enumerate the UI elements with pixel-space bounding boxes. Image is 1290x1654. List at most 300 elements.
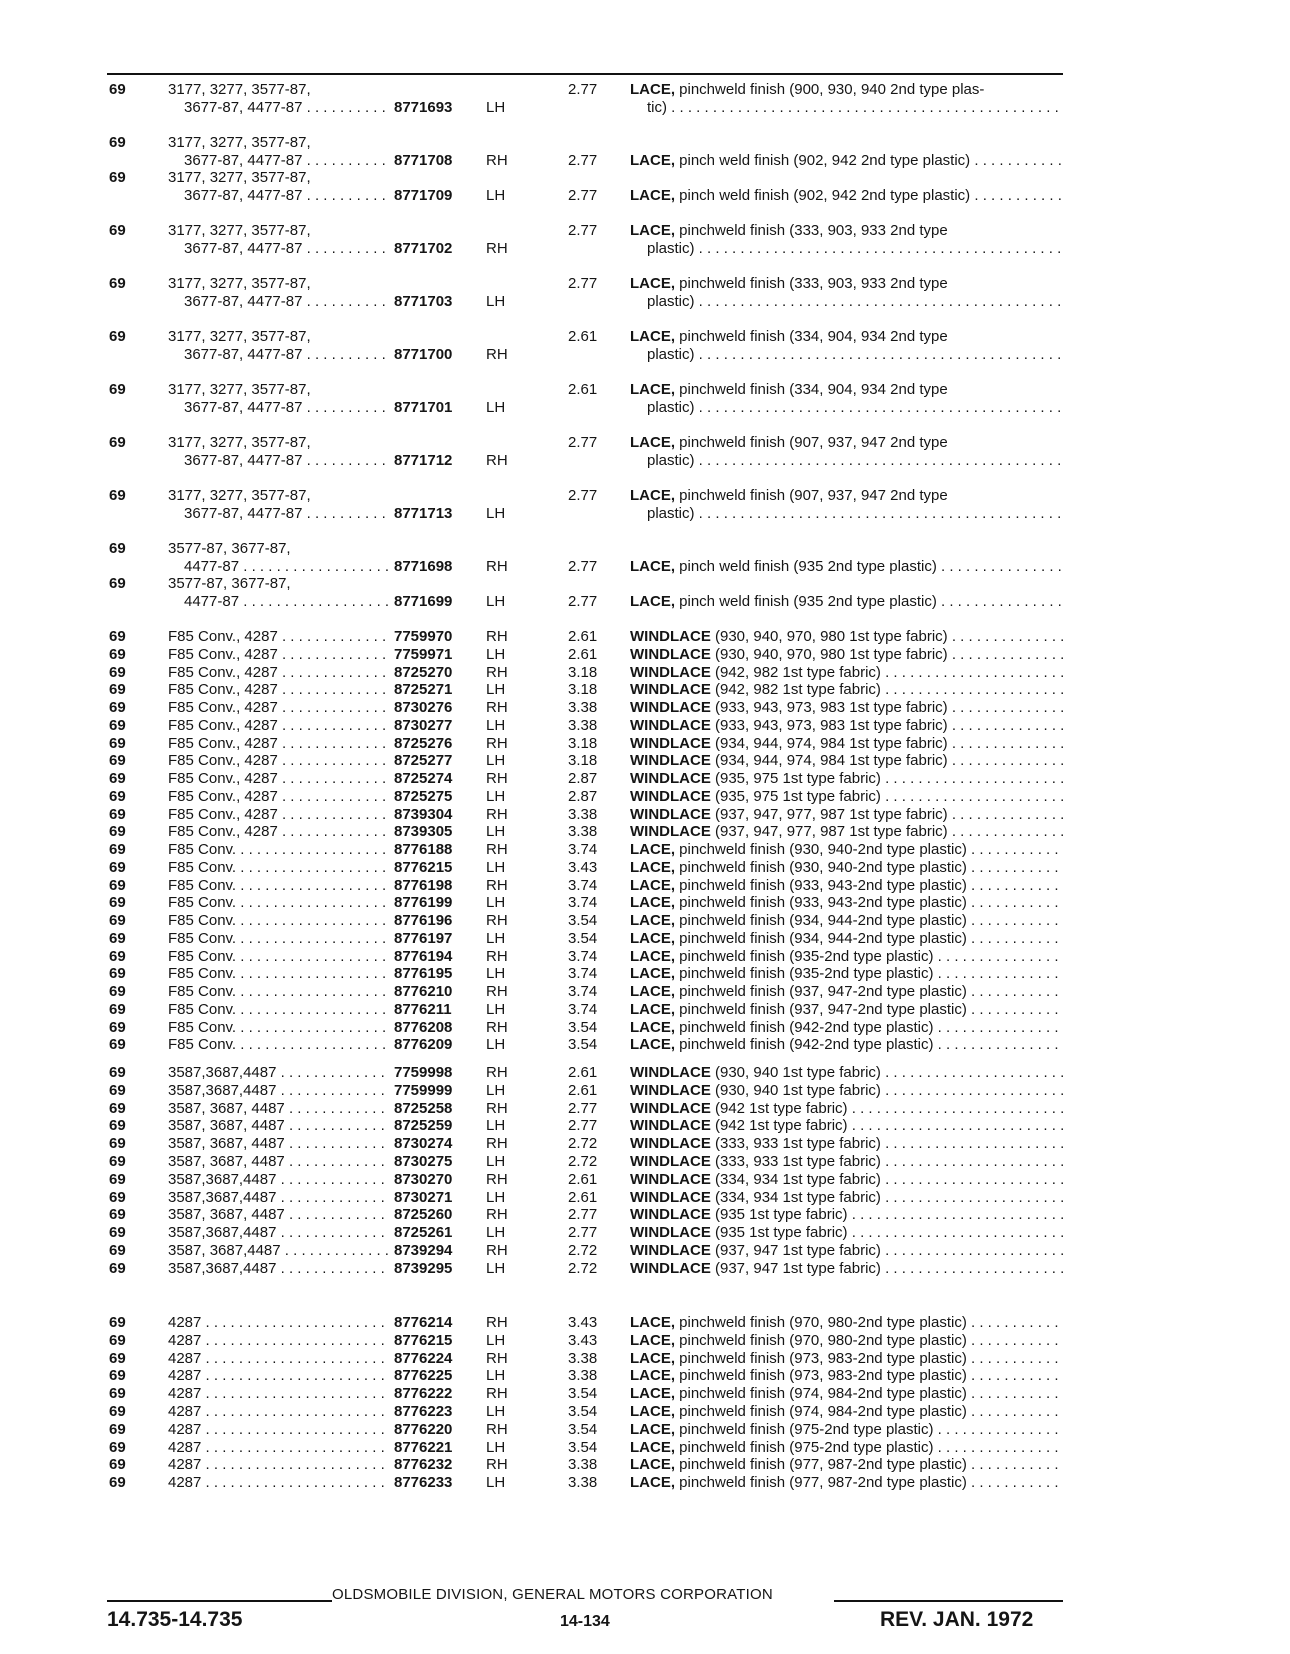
item-description: WINDLACE (930, 940, 970, 980 1st type fabric) . . . (630, 645, 1063, 664)
item-description: WINDLACE (942, 982 1st type fabric) . . . (630, 680, 1063, 699)
item-model: F85 Conv., 4287 . . . (168, 734, 388, 753)
item-name: LACE, (630, 1314, 675, 1331)
item-model: F85 Conv., 4287 . . . (168, 787, 388, 806)
item-page-ref: 69 (109, 1206, 126, 1224)
table-row (0, 1205, 1290, 1224)
item-price: 3.54 (568, 1420, 598, 1438)
item-name: WINDLACE (630, 787, 711, 805)
item-side: LH (486, 1224, 506, 1242)
item-side: LH (486, 1117, 506, 1135)
item-page-ref: 69 (109, 1331, 126, 1349)
item-page-ref: 69 (109, 681, 126, 699)
item-model: 3177, 3277, 3577-87, (168, 222, 311, 239)
item-model: F85 Conv., 4287 . . . (168, 698, 388, 717)
item-part-number: 8739294 (394, 1242, 453, 1259)
item-page-ref: 69 (109, 929, 126, 947)
item-model: 3177, 3277, 3577-87, (168, 169, 311, 186)
item-model: 3677-87, 4477-87 . . . (184, 239, 388, 258)
table-row (0, 893, 1290, 912)
item-model: 3587,3687,4487 . . . (168, 1223, 388, 1242)
item-page-ref: 69 (109, 663, 126, 681)
item-description: WINDLACE (937, 947 1st type fabric) . . . (630, 1241, 1063, 1260)
item-price: 2.72 (568, 1153, 598, 1170)
list-item-continuation (0, 186, 1290, 205)
item-price: 3.38 (568, 805, 598, 823)
item-page-ref: 69 (109, 381, 126, 398)
item-price: 2.61 (568, 328, 598, 345)
item-description: LACE, pinchweld finish (333, 903, 933 2nd type (630, 222, 948, 239)
item-model: 3587, 3687, 4487 . . . (168, 1152, 388, 1171)
item-side: RH (486, 770, 508, 787)
item-name: LACE, (630, 1367, 675, 1385)
table-row (0, 1259, 1290, 1278)
item-side: RH (486, 1349, 508, 1367)
item-model: F85 Conv. . . . (168, 911, 388, 930)
item-part-number: 8776210 (394, 983, 453, 1000)
item-description: LACE, pinchweld finish (937, 947-2nd type plastic) . . . (630, 1000, 1063, 1019)
item-model: F85 Conv. . . . (168, 893, 388, 912)
item-price: 2.61 (568, 645, 598, 663)
item-price: 3.43 (568, 858, 598, 876)
item-part-number: 8771700 (394, 346, 453, 363)
item-model: F85 Conv. . . . (168, 982, 388, 1001)
table-row (0, 1349, 1290, 1368)
item-side: LH (486, 1081, 506, 1099)
item-name: LACE, (630, 81, 675, 98)
item-page-ref: 69 (109, 894, 126, 912)
item-price: 3.18 (568, 663, 598, 681)
item-part-number: 7759998 (394, 1064, 453, 1081)
item-model: F85 Conv., 4287 . . . (168, 663, 388, 682)
item-side: RH (486, 346, 508, 363)
item-side: RH (486, 983, 508, 1000)
item-part-number: 8776199 (394, 894, 453, 912)
item-name: WINDLACE (630, 1135, 711, 1153)
item-description: LACE, pinchweld finish (942-2nd type plastic) . . . (630, 1018, 1063, 1037)
table-row (0, 734, 1290, 753)
item-description: WINDLACE (937, 947, 977, 987 1st type fabric) . . . (630, 822, 1063, 841)
item-part-number: 8776215 (394, 858, 453, 876)
footer-page-number: 14-134 (560, 1613, 610, 1630)
item-model: 3677-87, 4477-87 . . . (184, 451, 388, 470)
item-part-number: 8739295 (394, 1259, 453, 1277)
table-row (0, 680, 1290, 699)
item-side: RH (486, 1135, 508, 1153)
item-price: 3.18 (568, 752, 598, 770)
item-description: plastic) . . . (647, 239, 1063, 258)
item-part-number: 8776225 (394, 1367, 453, 1385)
item-side: RH (486, 805, 508, 823)
item-side: RH (486, 240, 508, 257)
item-part-number: 8776233 (394, 1474, 453, 1492)
item-model: 4287 . . . (168, 1366, 388, 1385)
item-model: 3677-87, 4477-87 . . . (184, 292, 388, 311)
item-description: LACE, pinchweld finish (937, 947-2nd type plastic) . . . (630, 982, 1063, 1001)
item-price: 3.74 (568, 947, 598, 965)
footer-rule-right (834, 1600, 1063, 1602)
item-name: LACE, (630, 1349, 675, 1367)
item-price: 2.77 (568, 593, 598, 610)
item-page-ref: 69 (109, 328, 126, 345)
item-name: WINDLACE (630, 734, 711, 752)
item-price: 3.54 (568, 1385, 598, 1403)
item-name: WINDLACE (630, 645, 711, 663)
item-description: WINDLACE (942 1st type fabric) . . . (630, 1116, 1063, 1135)
item-page-ref: 69 (109, 628, 126, 645)
item-price: 3.54 (568, 1036, 598, 1054)
item-page-ref: 69 (109, 965, 126, 983)
item-price: 3.54 (568, 912, 598, 929)
item-page-ref: 69 (109, 1420, 126, 1438)
item-part-number: 8730275 (394, 1153, 453, 1170)
item-model: 4287 . . . (168, 1313, 388, 1332)
footer-rule-left (107, 1600, 332, 1602)
item-name: LACE, (630, 1474, 675, 1492)
item-side: LH (486, 99, 506, 116)
item-description: LACE, pinch weld finish (935 2nd type plastic) . . . (630, 557, 1063, 576)
item-name: LACE, (630, 1385, 675, 1403)
item-name: LACE, (630, 841, 675, 858)
item-part-number: 8776211 (394, 1000, 452, 1018)
item-description: plastic) . . . (647, 398, 1063, 417)
item-page-ref: 69 (109, 1474, 126, 1492)
item-page-ref: 69 (109, 752, 126, 770)
item-price: 2.77 (568, 187, 598, 204)
item-page-ref: 69 (109, 1170, 126, 1188)
item-page-ref: 69 (109, 487, 126, 504)
item-description: LACE, pinch weld finish (935 2nd type plastic) . . . (630, 592, 1063, 611)
item-description: WINDLACE (937, 947, 977, 987 1st type fabric) . . . (630, 805, 1063, 824)
item-page-ref: 69 (109, 1188, 126, 1206)
item-page-ref: 69 (109, 1135, 126, 1153)
item-name: WINDLACE (630, 752, 711, 770)
table-row (0, 929, 1290, 948)
item-page-ref: 69 (109, 1224, 126, 1242)
item-side: RH (486, 452, 508, 469)
item-name: WINDLACE (630, 1170, 711, 1188)
list-item-continuation (0, 451, 1290, 470)
item-part-number: 8771708 (394, 152, 453, 169)
item-model: F85 Conv., 4287 . . . (168, 716, 388, 735)
item-model: F85 Conv., 4287 . . . (168, 645, 388, 664)
item-part-number: 8725258 (394, 1099, 453, 1117)
item-price: 3.43 (568, 1331, 598, 1349)
item-name: LACE, (630, 1331, 675, 1349)
item-name: LACE, (630, 1438, 675, 1456)
item-price: 3.54 (568, 1018, 598, 1036)
item-page-ref: 69 (109, 222, 126, 239)
item-description: LACE, pinchweld finish (933, 943-2nd type plastic) . . . (630, 893, 1063, 912)
item-price: 2.77 (568, 434, 598, 451)
item-price: 3.38 (568, 1456, 598, 1474)
item-description: tic) . . . (647, 98, 1063, 117)
item-name: WINDLACE (630, 805, 711, 823)
item-part-number: 8725276 (394, 734, 453, 752)
item-part-number: 8771693 (394, 99, 453, 116)
item-part-number: 8725277 (394, 752, 453, 770)
item-description: WINDLACE (942, 982 1st type fabric) . . . (630, 663, 1063, 682)
item-description: WINDLACE (933, 943, 973, 983 1st type fabric) . . . (630, 698, 1063, 717)
table-row (0, 1438, 1290, 1457)
item-model: 4287 . . . (168, 1473, 388, 1492)
item-model: F85 Conv., 4287 . . . (168, 627, 388, 646)
item-description: WINDLACE (930, 940, 970, 980 1st type fabric) . . . (630, 627, 1063, 646)
table-row (0, 1134, 1290, 1153)
table-row (0, 716, 1290, 735)
item-description: plastic) . . . (647, 345, 1063, 364)
table-row (0, 805, 1290, 824)
item-description: plastic) . . . (647, 451, 1063, 470)
item-side: LH (486, 1153, 506, 1170)
item-model: 3587,3687,4487 . . . (168, 1063, 388, 1082)
item-model: 3677-87, 4477-87 . . . (184, 398, 388, 417)
item-part-number: 8771698 (394, 558, 453, 575)
item-model: 3587, 3687, 4487 . . . (168, 1134, 388, 1153)
item-name: WINDLACE (630, 1081, 711, 1099)
item-part-number: 8776208 (394, 1018, 453, 1036)
item-page-ref: 69 (109, 169, 126, 186)
item-name: WINDLACE (630, 1206, 711, 1224)
table-row (0, 822, 1290, 841)
item-description: LACE, pinch weld finish (902, 942 2nd type plastic) . . . (630, 151, 1063, 170)
list-item-continuation (0, 292, 1290, 311)
item-model: 3587,3687,4487 . . . (168, 1259, 388, 1278)
item-model: 3677-87, 4477-87 . . . (184, 504, 388, 523)
item-page-ref: 69 (109, 1367, 126, 1385)
item-name: WINDLACE (630, 1153, 711, 1170)
item-description: LACE, pinchweld finish (934, 944-2nd type plastic) . . . (630, 911, 1063, 930)
footer-section-number: 14.735-14.735 (107, 1608, 243, 1631)
item-part-number: 8771701 (394, 399, 453, 416)
item-part-number: 8776194 (394, 947, 453, 965)
table-row (0, 964, 1290, 983)
item-description: LACE, pinchweld finish (334, 904, 934 2nd type (630, 328, 948, 345)
item-name: WINDLACE (630, 1242, 711, 1259)
item-part-number: 8776222 (394, 1385, 453, 1403)
item-side: RH (486, 876, 508, 894)
item-part-number: 8725260 (394, 1206, 453, 1224)
item-price: 3.74 (568, 894, 598, 912)
item-model: 3677-87, 4477-87 . . . (184, 345, 388, 364)
table-row (0, 751, 1290, 770)
item-name: LACE, (630, 929, 675, 947)
item-page-ref: 69 (109, 275, 126, 292)
item-side: RH (486, 1385, 508, 1403)
item-side: RH (486, 663, 508, 681)
table-row (0, 645, 1290, 664)
item-description: WINDLACE (934, 944, 974, 984 1st type fabric) . . . (630, 734, 1063, 753)
item-side: LH (486, 505, 506, 522)
item-price: 2.61 (568, 1188, 598, 1206)
item-description: WINDLACE (933, 943, 973, 983 1st type fabric) . . . (630, 716, 1063, 735)
item-price: 2.87 (568, 770, 598, 787)
item-model: 3677-87, 4477-87 . . . (184, 151, 388, 170)
table-row (0, 1420, 1290, 1439)
item-price: 2.77 (568, 1117, 598, 1135)
item-page-ref: 69 (109, 540, 126, 557)
item-description: LACE, pinchweld finish (973, 983-2nd type plastic) . . . (630, 1366, 1063, 1385)
item-side: LH (486, 894, 506, 912)
item-side: RH (486, 1206, 508, 1224)
item-part-number: 8776196 (394, 912, 453, 929)
item-name: LACE, (630, 152, 675, 169)
item-name: LACE, (630, 381, 675, 398)
item-description: WINDLACE (935, 975 1st type fabric) . . . (630, 787, 1063, 806)
table-row (0, 1081, 1290, 1100)
item-page-ref: 69 (109, 858, 126, 876)
item-part-number: 8730276 (394, 699, 453, 716)
item-side: RH (486, 152, 508, 169)
item-model: 3587,3687,4487 . . . (168, 1188, 388, 1207)
table-row (0, 982, 1290, 1001)
item-page-ref: 69 (109, 1153, 126, 1170)
table-row (0, 876, 1290, 895)
item-side: RH (486, 1170, 508, 1188)
item-side: RH (486, 1018, 508, 1036)
item-description: WINDLACE (930, 940 1st type fabric) . . . (630, 1063, 1063, 1082)
item-description: LACE, pinchweld finish (975-2nd type plastic) . . . (630, 1438, 1063, 1457)
item-side: LH (486, 1259, 506, 1277)
item-description: LACE, pinchweld finish (977, 987-2nd type plastic) . . . (630, 1473, 1063, 1492)
item-price: 3.74 (568, 965, 598, 983)
item-part-number: 8771709 (394, 187, 453, 204)
item-price: 3.74 (568, 841, 598, 858)
item-name: LACE, (630, 558, 675, 575)
table-row (0, 858, 1290, 877)
item-name: WINDLACE (630, 1224, 711, 1242)
item-model: 3177, 3277, 3577-87, (168, 381, 311, 398)
item-side: RH (486, 1420, 508, 1438)
item-page-ref: 69 (109, 134, 126, 151)
item-model: 3587, 3687,4487 . . . (168, 1241, 388, 1260)
item-page-ref: 69 (109, 1081, 126, 1099)
item-name: LACE, (630, 1403, 675, 1420)
item-model: F85 Conv. . . . (168, 840, 388, 859)
item-side: LH (486, 1331, 506, 1349)
item-side: LH (486, 929, 506, 947)
item-page-ref: 69 (109, 1064, 126, 1081)
item-model: 3587, 3687, 4487 . . . (168, 1116, 388, 1135)
item-name: WINDLACE (630, 770, 711, 787)
item-model: F85 Conv. . . . (168, 929, 388, 948)
item-model: F85 Conv. . . . (168, 1035, 388, 1054)
item-model: 3177, 3277, 3577-87, (168, 81, 311, 98)
item-price: 3.54 (568, 1438, 598, 1456)
item-description: LACE, pinchweld finish (935-2nd type plastic) . . . (630, 964, 1063, 983)
item-price: 3.38 (568, 1349, 598, 1367)
item-price: 2.77 (568, 1099, 598, 1117)
item-price: 2.72 (568, 1259, 598, 1277)
item-model: F85 Conv., 4287 . . . (168, 680, 388, 699)
item-description: WINDLACE (937, 947 1st type fabric) . . . (630, 1259, 1063, 1278)
item-page-ref: 69 (109, 770, 126, 787)
item-part-number: 8776220 (394, 1420, 453, 1438)
item-name: WINDLACE (630, 1064, 711, 1081)
item-part-number: 8771702 (394, 240, 453, 257)
item-model: 3177, 3277, 3577-87, (168, 275, 311, 292)
table-row (0, 1170, 1290, 1189)
item-part-number: 8771703 (394, 293, 453, 310)
item-description: LACE, pinchweld finish (935-2nd type plastic) . . . (630, 947, 1063, 966)
table-row (0, 1313, 1290, 1332)
item-side: LH (486, 645, 506, 663)
item-model: 3177, 3277, 3577-87, (168, 328, 311, 345)
list-item-continuation (0, 239, 1290, 258)
item-page-ref: 69 (109, 1099, 126, 1117)
item-model: 4287 . . . (168, 1402, 388, 1421)
item-name: WINDLACE (630, 681, 711, 699)
item-side: LH (486, 823, 506, 841)
item-description: WINDLACE (935 1st type fabric) . . . (630, 1223, 1063, 1242)
item-model: F85 Conv. . . . (168, 1000, 388, 1019)
item-price: 2.61 (568, 1064, 598, 1081)
table-row (0, 769, 1290, 788)
item-price: 3.74 (568, 1000, 598, 1018)
item-name: LACE, (630, 487, 675, 504)
list-item (0, 274, 1290, 293)
list-item (0, 486, 1290, 505)
list-item (0, 327, 1290, 346)
item-page-ref: 69 (109, 645, 126, 663)
item-model: 4477-87 . . . (184, 592, 388, 611)
item-part-number: 8776195 (394, 965, 453, 983)
item-part-number: 8776215 (394, 1331, 453, 1349)
table-row (0, 1152, 1290, 1171)
item-part-number: 7759970 (394, 628, 453, 645)
item-price: 3.18 (568, 734, 598, 752)
item-description: WINDLACE (934, 944, 974, 984 1st type fabric) . . . (630, 751, 1063, 770)
table-row (0, 1099, 1290, 1118)
item-page-ref: 69 (109, 1117, 126, 1135)
item-model: 3587, 3687, 4487 . . . (168, 1099, 388, 1118)
table-row (0, 1366, 1290, 1385)
item-model: 3577-87, 3677-87, (168, 575, 291, 592)
item-part-number: 8776224 (394, 1349, 453, 1367)
item-side: RH (486, 1064, 508, 1081)
item-side: LH (486, 716, 506, 734)
item-name: LACE, (630, 593, 675, 610)
item-page-ref: 69 (109, 434, 126, 451)
item-side: RH (486, 558, 508, 575)
item-description: LACE, pinchweld finish (930, 940-2nd type plastic) . . . (630, 840, 1063, 859)
item-part-number: 8730271 (394, 1188, 453, 1206)
list-item-continuation (0, 592, 1290, 611)
item-part-number: 8725275 (394, 787, 453, 805)
item-description: LACE, pinchweld finish (907, 937, 947 2nd type (630, 487, 948, 504)
table-row (0, 627, 1290, 646)
item-description: LACE, pinchweld finish (977, 987-2nd type plastic) . . . (630, 1455, 1063, 1474)
item-description: LACE, pinchweld finish (973, 983-2nd type plastic) . . . (630, 1349, 1063, 1368)
item-price: 3.54 (568, 1403, 598, 1420)
list-item (0, 133, 1290, 152)
table-row (0, 911, 1290, 930)
item-page-ref: 69 (109, 1314, 126, 1331)
table-row (0, 1018, 1290, 1037)
item-side: RH (486, 1456, 508, 1474)
item-side: LH (486, 1367, 506, 1385)
item-part-number: 8776232 (394, 1456, 453, 1474)
item-side: LH (486, 858, 506, 876)
item-price: 3.18 (568, 681, 598, 699)
item-name: LACE, (630, 947, 675, 965)
item-page-ref: 69 (109, 1018, 126, 1036)
item-price: 2.72 (568, 1242, 598, 1259)
item-description: WINDLACE (935 1st type fabric) . . . (630, 1205, 1063, 1224)
item-part-number: 8739304 (394, 805, 453, 823)
item-side: LH (486, 187, 506, 204)
list-item (0, 80, 1290, 99)
item-page-ref: 69 (109, 1036, 126, 1054)
